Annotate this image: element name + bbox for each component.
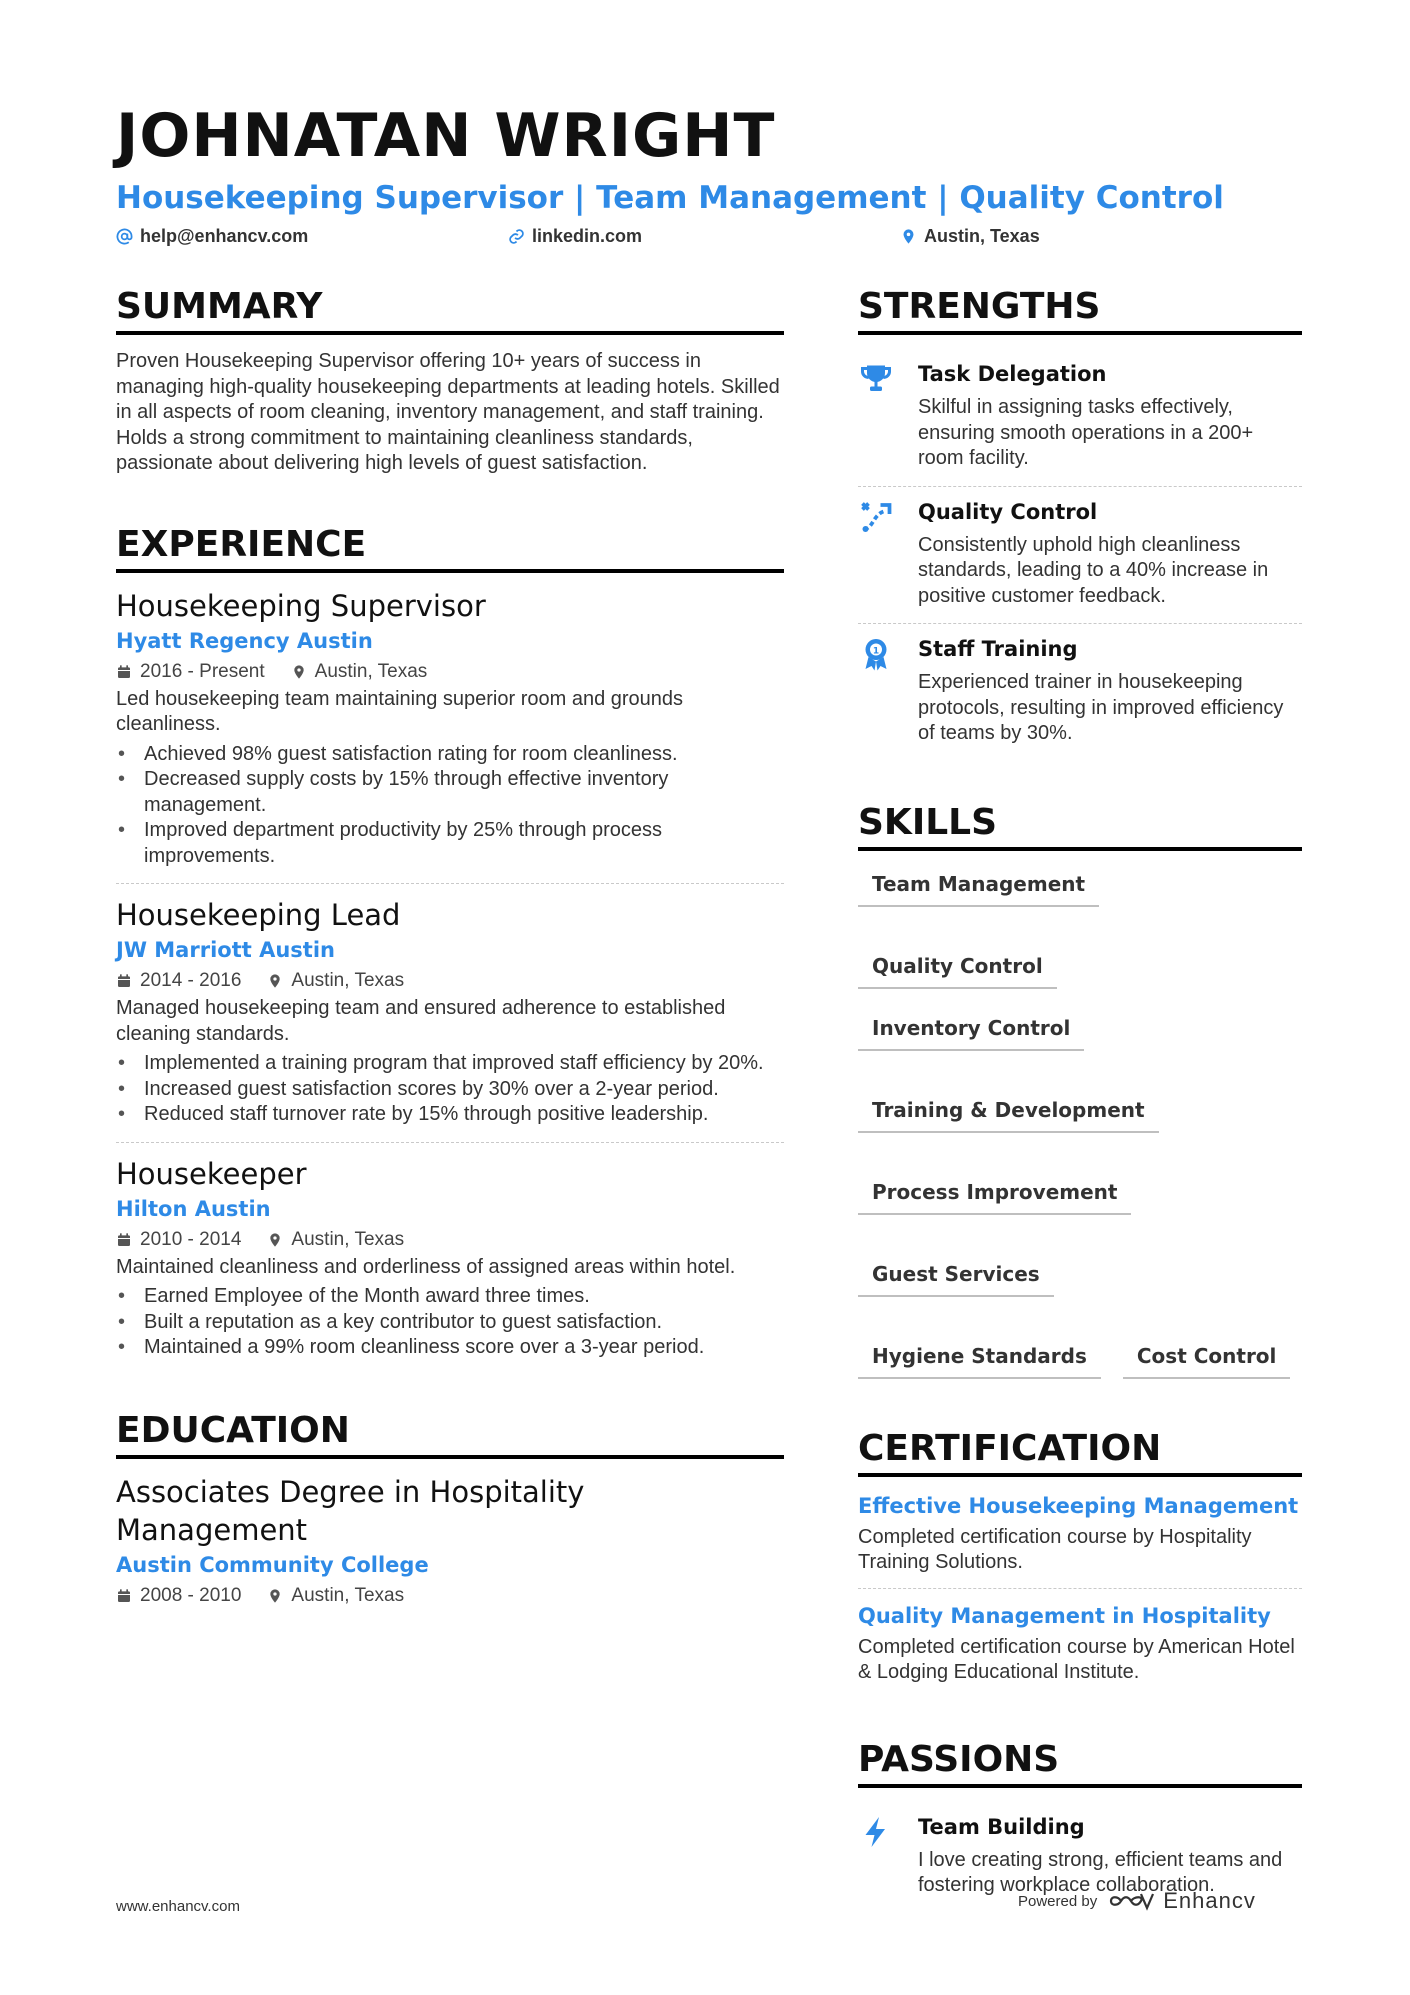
job-company: Hyatt Regency Austin: [116, 628, 373, 653]
passions-section: [858, 1738, 1302, 1913]
strength-title: Task Delegation: [918, 362, 1107, 386]
brand-name: Enhancv: [1163, 1888, 1256, 1913]
award-ribbon-icon: [858, 636, 894, 672]
trophy-icon: [858, 361, 894, 397]
location-pin-icon: [267, 973, 283, 989]
calendar-icon: [116, 973, 132, 989]
experience-title: EXPERIENCE: [116, 523, 784, 573]
job-bullet: • Increased guest satisfaction scores by 30% over a 2-year period.: [116, 1077, 784, 1103]
location-pin-icon: [267, 1232, 283, 1248]
job-bullet: • Achieved 98% guest satisfaction rating for room cleanliness.: [116, 742, 784, 768]
strength-title: Quality Control: [918, 499, 1098, 524]
strength-icon-wrap: [858, 497, 900, 610]
certification-item: [858, 1491, 1302, 1589]
job-company: Hilton Austin: [116, 1196, 271, 1221]
job-meta: [116, 657, 784, 687]
job-meta: [116, 966, 784, 996]
svg-text:1: 1: [872, 646, 880, 657]
left-column: [116, 285, 784, 1611]
job-description: Managed housekeeping team and ensured adherence to established cleaning standards.: [116, 997, 726, 1045]
strength-icon-wrap: [858, 359, 900, 472]
skill-tag: Process Improvement: [858, 1173, 1131, 1215]
strength-body: [918, 634, 1302, 747]
passions-title: PASSIONS: [858, 1738, 1302, 1788]
strength-text: Skilful in assigning tasks effectively, ensuring smooth operations in a 200+ room facility.: [918, 396, 1254, 469]
skill-tag: Hygiene Standards: [858, 1337, 1101, 1379]
summary-title: SUMMARY: [116, 285, 784, 335]
footer-website[interactable]: www.enhancv.com: [116, 1898, 240, 1915]
strength-icon-wrap: [858, 634, 900, 747]
job-location: [291, 657, 428, 687]
experience-entry: [116, 1155, 784, 1375]
strength-body: [918, 359, 1302, 472]
candidate-name: JOHNATAN WRIGHT: [116, 101, 776, 171]
job-meta: [116, 1225, 784, 1255]
job-location-text: Austin, Texas: [291, 1228, 405, 1250]
calendar-icon: [116, 1588, 132, 1604]
strategy-icon: [858, 499, 894, 535]
contact-linkedin[interactable]: [508, 226, 642, 247]
link-icon: [508, 228, 525, 245]
job-role: Housekeeping Supervisor: [116, 588, 486, 623]
right-column: [858, 285, 1302, 1913]
resume-header: [116, 100, 1306, 254]
skills-list: [858, 865, 1302, 1379]
contact-location-text: Austin, Texas: [924, 226, 1040, 246]
passion-title: Team Building: [918, 1814, 1085, 1839]
contact-linkedin-text: linkedin.com: [532, 226, 643, 246]
certification-name: Effective Housekeeping Management: [858, 1493, 1299, 1518]
strength-body: [918, 497, 1302, 610]
strength-title: Staff Training: [918, 637, 1078, 661]
skills-title: SKILLS: [858, 801, 1302, 851]
job-location-text: Austin, Texas: [314, 660, 428, 682]
skill-tag: Team Management: [858, 865, 1099, 907]
education-meta: [116, 1581, 784, 1611]
skills-section: [858, 801, 1302, 1379]
strengths-section: [858, 285, 1302, 761]
job-bullet: • Implemented a training program that improved staff efficiency by 20%.: [116, 1051, 784, 1077]
skill-tag: Cost Control: [1123, 1337, 1291, 1379]
job-dates-text: 2016 - Present: [140, 660, 265, 682]
strengths-title: STRENGTHS: [858, 285, 1302, 335]
skill-tag: Guest Services: [858, 1255, 1054, 1297]
job-dates: [116, 966, 241, 996]
contact-row: [116, 224, 1306, 254]
job-role: Housekeeper: [116, 1156, 307, 1191]
experience-entry: [116, 896, 784, 1143]
certification-title: CERTIFICATION: [858, 1427, 1302, 1477]
summary-section: [116, 285, 784, 477]
passion-text: I love creating strong, efficient teams and fostering workplace collaboration.: [918, 1848, 1283, 1896]
job-bullet: • Maintained a 99% room cleanliness score over a 3-year period.: [116, 1335, 784, 1361]
job-role: Housekeeping Lead: [116, 898, 401, 932]
education-section: [116, 1409, 784, 1611]
job-location-text: Austin, Texas: [291, 970, 405, 991]
calendar-icon: [116, 1232, 132, 1248]
job-bullets: [116, 1284, 784, 1361]
strength-item: [858, 349, 1302, 487]
enhancv-logo-icon: [1109, 1889, 1155, 1913]
education-title: EDUCATION: [116, 1409, 784, 1459]
at-sign-icon: [116, 228, 133, 245]
job-bullet: • Improved department productivity by 25% through process improvements.: [116, 818, 784, 869]
lightning-icon: [858, 1814, 894, 1850]
experience-entry: [116, 587, 784, 885]
job-bullet: • Built a reputation as a key contributor to guest satisfaction.: [116, 1310, 784, 1336]
passion-body: [918, 1812, 1302, 1899]
experience-section: [116, 523, 784, 1375]
contact-email-text: help@enhancv.com: [140, 226, 309, 246]
job-dates: [116, 657, 265, 687]
job-company: JW Marriott Austin: [116, 938, 335, 962]
location-pin-icon: [900, 228, 917, 245]
skill-tag: Quality Control: [858, 947, 1057, 989]
brand-logo[interactable]: [1109, 1888, 1256, 1914]
job-bullets: [116, 1051, 784, 1128]
strength-text: Experienced trainer in housekeeping protocols, resulting in improved efficiency of teams by 30%.: [918, 671, 1284, 744]
strength-text: Consistently uphold high cleanliness standards, leading to a 40% increase in positive customer feedback.: [918, 533, 1269, 607]
strength-item: [858, 487, 1302, 625]
job-dates: [116, 1225, 241, 1255]
job-bullet: • Earned Employee of the Month award three times.: [116, 1284, 784, 1310]
education-dates: [116, 1581, 241, 1611]
job-location: [267, 1225, 404, 1255]
job-bullet: • Reduced staff turnover rate by 15% through positive leadership.: [116, 1102, 784, 1128]
footer-branding: [1018, 1888, 1256, 1914]
contact-location: [900, 226, 1040, 247]
powered-by-label: Powered by: [1018, 1892, 1098, 1910]
contact-email[interactable]: [116, 226, 308, 247]
certification-name: Quality Management in Hospitality: [858, 1603, 1271, 1628]
job-description: Led housekeeping team maintaining superior room and grounds cleanliness.: [116, 687, 684, 735]
certification-text: Completed certification course by Hospitality Training Solutions.: [858, 1525, 1252, 1573]
location-pin-icon: [291, 664, 307, 680]
job-bullets: [116, 742, 784, 870]
job-dates-text: 2010 - 2014: [140, 1228, 242, 1250]
summary-text: Proven Housekeeping Supervisor offering 10+ years of success in managing high-quality housekeeping departments at leading hotels. Skilled in all aspects of room cleaning, inventory management, and staff training. Holds a strong commitment to maintaining cleanliness standards, passionate about delivering high levels of guest satisfaction.: [116, 350, 780, 474]
skill-tag: Training & Development: [858, 1091, 1159, 1133]
candidate-tagline: Housekeeping Supervisor | Team Management | Quality Control: [116, 180, 1224, 216]
job-dates-text: 2014 - 2016: [140, 970, 242, 991]
skill-tag: Inventory Control: [858, 1009, 1084, 1051]
certification-text: Completed certification course by American Hotel & Lodging Educational Institute.: [858, 1635, 1295, 1683]
location-pin-icon: [267, 1588, 283, 1604]
certification-section: [858, 1427, 1302, 1698]
certification-item: [858, 1601, 1302, 1698]
job-location: [267, 966, 404, 996]
calendar-icon: [116, 664, 132, 680]
job-description: Maintained cleanliness and orderliness of assigned areas within hotel.: [116, 1255, 736, 1278]
education-school: Austin Community College: [116, 1552, 429, 1577]
education-location: [267, 1581, 404, 1611]
job-bullet: • Decreased supply costs by 15% through effective inventory management.: [116, 767, 784, 818]
education-location-text: Austin, Texas: [291, 1584, 405, 1606]
strength-item: [858, 624, 1302, 761]
education-dates-text: 2008 - 2010: [140, 1584, 242, 1606]
education-degree: Associates Degree in Hospitality Management: [116, 1474, 585, 1547]
passion-icon-wrap: [858, 1812, 900, 1899]
